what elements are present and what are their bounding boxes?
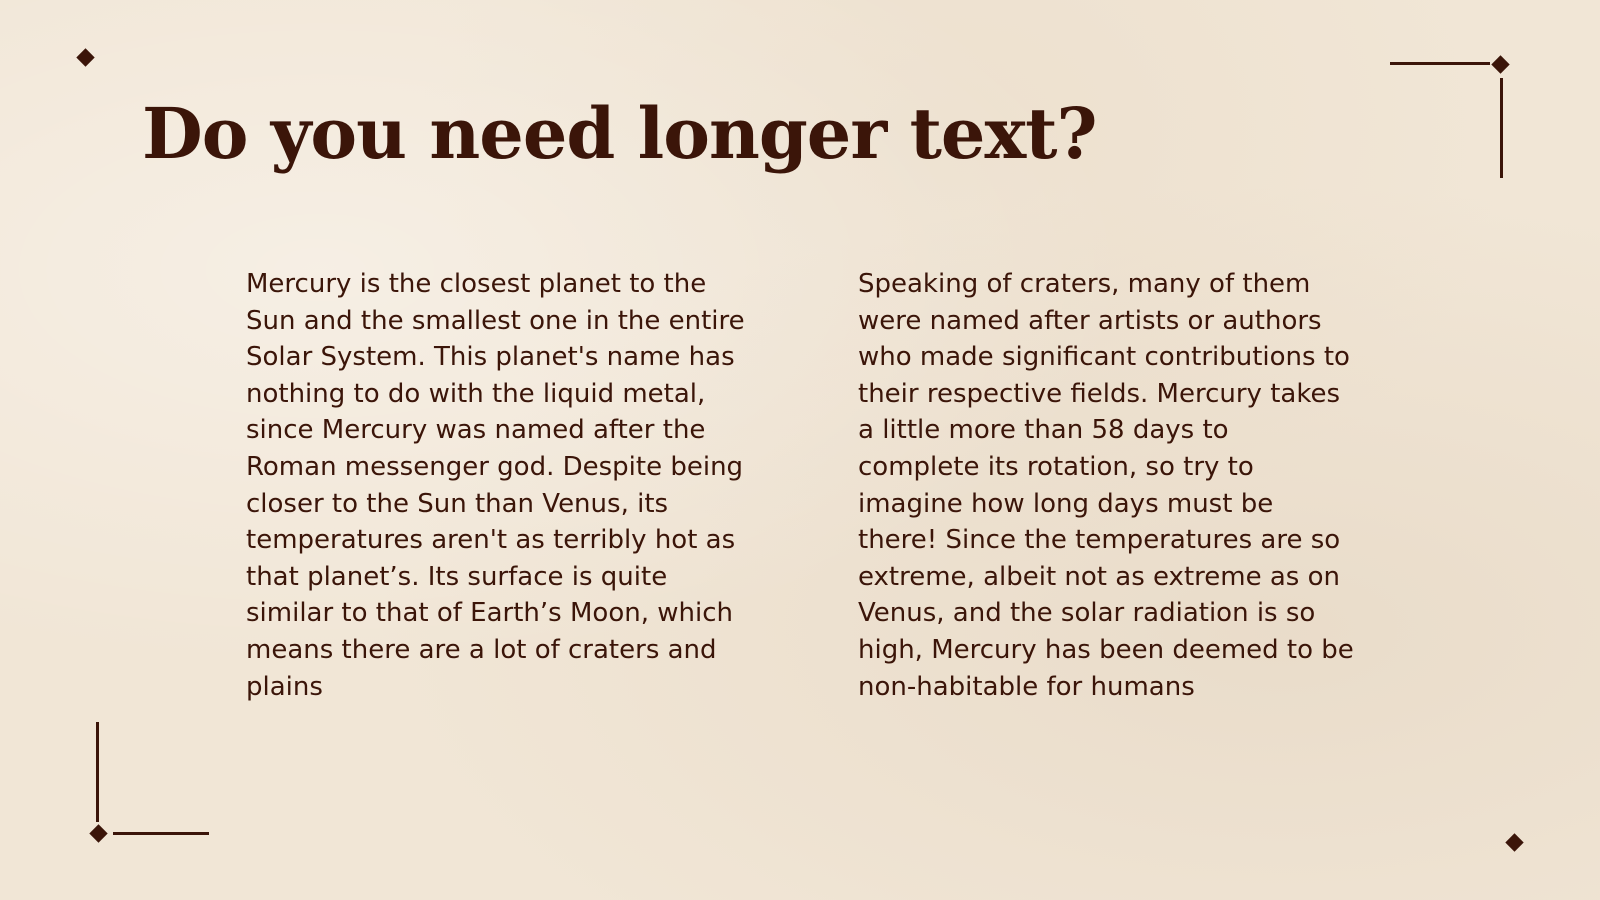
corner-line-top-right-vertical xyxy=(1500,78,1503,178)
corner-line-bottom-left-horizontal xyxy=(113,832,209,835)
corner-diamond-top-left xyxy=(76,48,94,66)
slide-title: Do you need longer text? xyxy=(142,92,1097,175)
body-text-right-column: Speaking of craters, many of them were named after artists or authors who made significant contributions to their respective fields. Mercury takes a little more than 58 days to complete its rotation, so try to imagine how long days must be there! Since the temperatures are so extreme, albeit not as extreme as on Venus, and the solar radiation is so high, Mercury has been deemed to be non-habitable for humans xyxy=(858,269,1354,702)
corner-diamond-bottom-left xyxy=(89,824,107,842)
corner-line-bottom-left-vertical xyxy=(96,722,99,822)
corner-diamond-bottom-right xyxy=(1505,833,1523,851)
body-text-left-column: Mercury is the closest planet to the Sun and the smallest one in the entire Solar System. This planet's name has nothing to do with the liquid metal, since Mercury was named after the Roman messenger god. Despite being closer to the Sun than Venus, its temperatures aren't as terribly hot as that planet’s. Its surface is quite similar to that of Earth’s Moon, which means there are a lot of craters and plains xyxy=(246,269,745,702)
corner-line-top-right-horizontal xyxy=(1390,62,1490,65)
corner-diamond-top-right xyxy=(1491,55,1509,73)
